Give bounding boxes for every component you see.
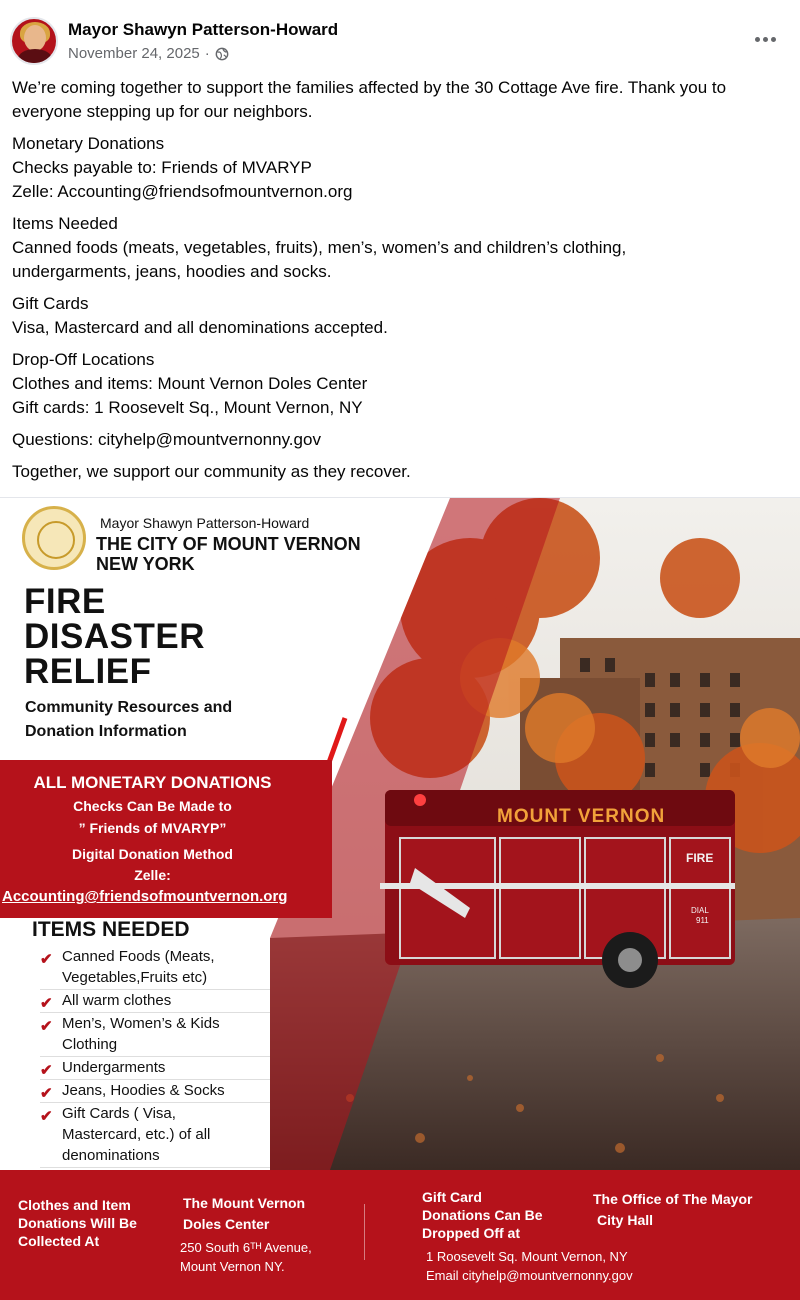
list-item: ✔ Undergarments: [40, 1057, 270, 1080]
money-title: ALL MONETARY DONATIONS: [33, 773, 272, 792]
poster-name[interactable]: Mayor Shawyn Patterson-Howard: [68, 20, 339, 39]
flyer-city: THE CITY OF MOUNT VERNON NEW YORK: [96, 534, 361, 574]
flyer-headline: FIRE DISASTER RELIEF: [24, 582, 205, 691]
truck-lettering: MOUNT VERNON: [497, 806, 666, 827]
more-horizontal-icon: [755, 37, 760, 42]
list-item: ✔ Jeans, Hoodies & Socks: [40, 1080, 270, 1103]
post-body: [12, 76, 792, 492]
footer-col4-address: 1 Roosevelt Sq. Mount Vernon, NY Email cityhelp@mountvernonny.gov: [426, 1249, 633, 1283]
intro-paragraph: We’re coming together to support the families affected by the 30 Cottage Ave fire. Thank you to everyone stepping up for our neighbors.: [12, 78, 727, 121]
flyer-subhead: Community Resources and Donation Information: [25, 699, 233, 740]
checkmark-icon: ✔: [40, 1085, 53, 1102]
checkmark-icon: ✔: [40, 951, 53, 968]
footer-col1: Clothes and Item Donations Will Be Collected At: [18, 1197, 137, 1249]
flyer-footer: [0, 1170, 800, 1300]
list-item: ✔ Men’s, Women’s & Kids Clothing: [40, 1013, 270, 1057]
truck-door-label: FIRE: [686, 851, 714, 865]
checkmark-icon: ✔: [40, 1018, 53, 1035]
questions-line: Questions: cityhelp@mountvernonny.gov: [12, 430, 321, 449]
more-options-button[interactable]: [748, 26, 782, 52]
globe-icon[interactable]: [215, 47, 229, 61]
list-item: ✔ Canned Foods (Meats, Vegetables,Fruits etc): [40, 946, 270, 990]
zelle-email: Accounting@friendsofmountvernon.org: [2, 888, 288, 905]
post-header: [0, 0, 800, 70]
post-date[interactable]: November 24, 2025: [68, 45, 200, 62]
checkmark-icon: ✔: [40, 995, 53, 1012]
post-meta: [68, 45, 229, 62]
monetary-donations-box: ALL MONETARY DONATIONS Checks Can Be Made to ” Friends of MVARYP” Digital Donation Method Zelle: Accounting@friendsofmountvernon.org: [0, 760, 332, 918]
items-section: Items Needed Canned foods (meats, vegetables, fruits), men’s, women’s and children’s clothing, undergarments, jeans, hoodies and socks.: [12, 214, 627, 281]
list-item: ✔ Gift Cards ( Visa, Mastercard, etc.) of all denominations: [40, 1103, 270, 1168]
poster-avatar[interactable]: [10, 17, 58, 65]
footer-col3: Gift Card Donations Can Be Dropped Off at: [422, 1189, 543, 1241]
items-needed-title: ITEMS NEEDED: [32, 918, 190, 941]
footer-col2-address: 250 South 6ᵀᴴ Avenue, Mount Vernon NY.: [180, 1240, 312, 1274]
footer-divider: [364, 1204, 365, 1260]
checkmark-icon: ✔: [40, 1062, 53, 1079]
gift-cards-section: Gift Cards Visa, Mastercard and all denominations accepted.: [12, 294, 388, 337]
footer-col2-title: The Mount Vernon Doles Center: [183, 1195, 306, 1232]
flyer-image[interactable]: [0, 497, 800, 1300]
meta-separator: ·: [204, 45, 210, 62]
city-seal-icon: [22, 506, 86, 570]
checkmark-icon: ✔: [40, 1108, 53, 1125]
closing-line: Together, we support our community as they recover.: [12, 462, 411, 481]
truck-dial-label: DIAL: [691, 906, 709, 915]
items-needed-list: [40, 946, 270, 1168]
footer-col4-title: The Office of The Mayor City Hall: [593, 1191, 753, 1228]
truck-911-label: 911: [696, 916, 709, 925]
flyer-mayor: Mayor Shawyn Patterson-Howard: [100, 515, 310, 531]
monetary-section: Monetary Donations Checks payable to: Friends of MVARYP Zelle: Accounting@friendsofmountvernon.org: [12, 134, 353, 201]
list-item: ✔ All warm clothes: [40, 990, 270, 1013]
dropoff-section: Drop-Off Locations Clothes and items: Mount Vernon Doles Center Gift cards: 1 Roosevelt Sq., Mount Vernon, NY: [12, 350, 368, 417]
